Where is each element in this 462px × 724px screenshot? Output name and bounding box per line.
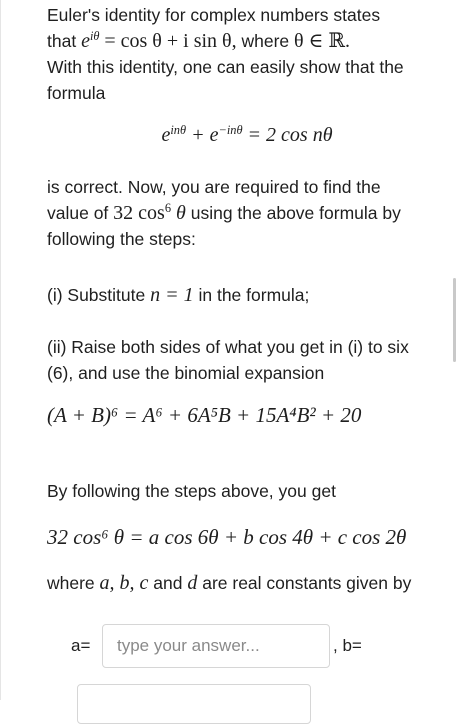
paragraph-constants	[47, 570, 457, 596]
paragraph-task	[47, 174, 447, 252]
math-formula-1: $e^{in\theta} + e^{-in\theta} = 2$ cos nθ	[161, 123, 333, 146]
formula-1	[47, 122, 447, 148]
text-line	[47, 28, 447, 54]
text: and	[148, 573, 188, 593]
text-line	[47, 2, 447, 28]
formula-2	[47, 402, 462, 429]
text: is correct. Now, you are required to find the	[47, 177, 381, 197]
answer-b-label: , b=	[333, 636, 362, 655]
math-e: $e^{i\theta}$	[81, 29, 100, 52]
text-line: By following the steps above, you get	[47, 481, 336, 501]
text-line	[47, 282, 447, 308]
math-expr: 32 $\cos^6 \theta$	[113, 201, 186, 224]
answer-a-input[interactable]	[102, 624, 330, 668]
text-line	[47, 226, 447, 252]
math-eq: = cos θ + i sin θ,	[104, 30, 237, 52]
text: following the steps:	[47, 229, 196, 249]
text: are real constants given by	[197, 573, 412, 593]
formula-3	[47, 524, 462, 551]
text: Euler's identity for complex numbers states	[47, 5, 381, 25]
text-line	[47, 570, 457, 596]
text-line	[47, 80, 447, 106]
text: formula	[47, 83, 106, 103]
text: where	[47, 573, 100, 593]
text: (ii) Raise both sides of what you get in (i) to six	[47, 337, 409, 357]
scrollbar-thumb[interactable]	[453, 278, 456, 362]
paragraph-euler	[47, 2, 447, 106]
text-line	[47, 200, 447, 226]
text-line	[47, 174, 447, 200]
text: (i) Substitute	[47, 285, 151, 305]
text: where	[236, 31, 295, 51]
math-vars: a, b, c	[99, 572, 149, 594]
step-2	[47, 334, 447, 386]
step-1	[47, 282, 447, 308]
text: value of	[47, 203, 114, 223]
text: using the above formula by	[185, 203, 401, 223]
math-member: θ ∈ ℝ.	[294, 30, 351, 52]
paragraph-result	[47, 478, 447, 504]
math-binomial: (A + B)⁶ = A⁶ + 6A⁵B + 15A⁴B² + 20	[47, 403, 362, 427]
text: that	[47, 31, 82, 51]
math-result: 32 cos⁶ θ = a cos 6θ + b cos 4θ + c cos 2θ	[47, 525, 407, 549]
answer-next-input[interactable]	[77, 684, 311, 724]
text-line	[47, 54, 447, 80]
text-line	[47, 360, 447, 386]
math-n: n = 1	[150, 284, 194, 306]
text-line	[47, 334, 447, 360]
text: (6), and use the binomial expansion	[47, 363, 325, 383]
math-d: d	[187, 572, 198, 594]
text: With this identity, one can easily show that the	[47, 57, 404, 77]
answer-a-label: a=	[71, 636, 91, 655]
text: in the formula;	[193, 285, 310, 305]
